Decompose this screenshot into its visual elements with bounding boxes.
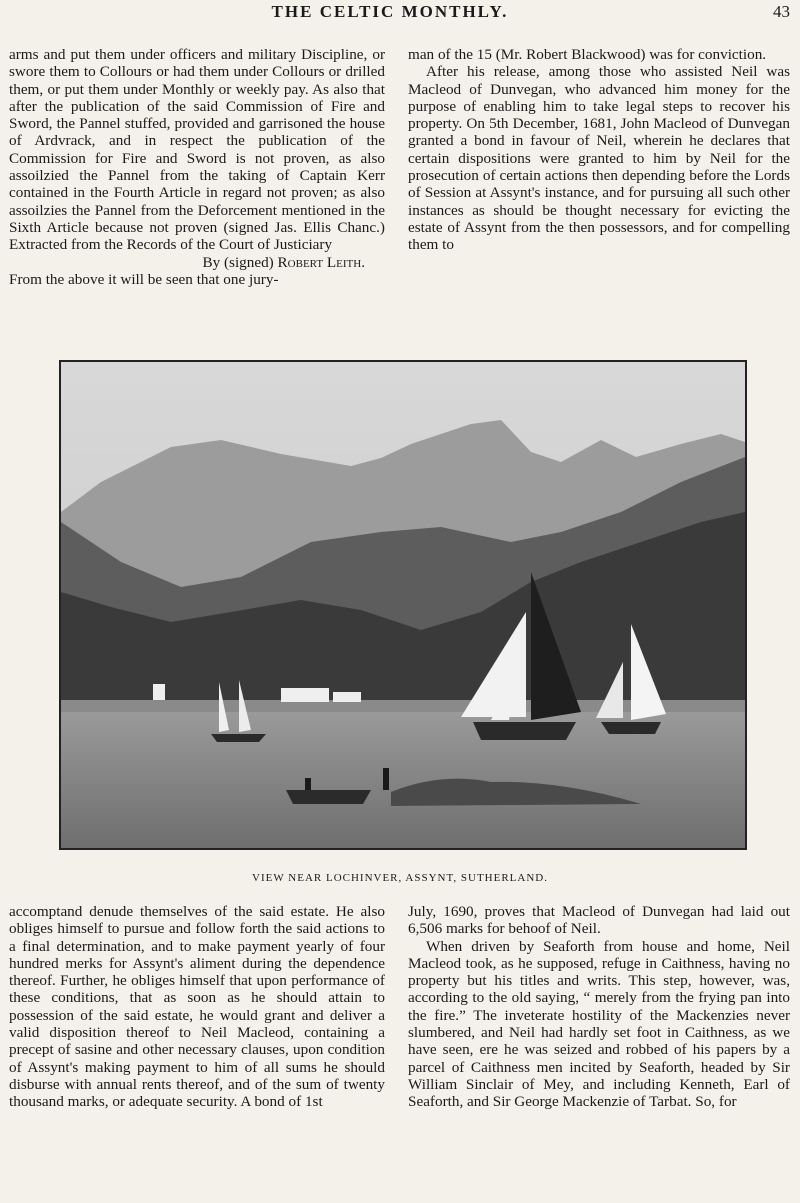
page-header bbox=[0, 2, 800, 24]
paragraph: arms and put them under officers and military Discipline, or swore them to Collours or had them under Collours or drilled them, or put them under Monthly or weekly pay. As also that after the publication of the said Commission of Fire and Sword, the Pannel stuffed, provided and garrisoned the house of Ardvrack, and in respect the publication of the Commission for Fire and Sword is not proven, as also assoilzied the Pannel from the taking of Captain Kerr contained in the Fourth Article in regard not proven; as also assoilzies the Pannel from the Deforcement mentioned in the Sixth Article because not proven (signed Jas. Ellis Chanc.) Extracted from the Records of the Court of Justiciary bbox=[9, 46, 385, 254]
page-number: 43 bbox=[773, 2, 790, 21]
illustration-caption: VIEW NEAR LOCHINVER, ASSYNT, SUTHERLAND. bbox=[252, 872, 548, 884]
illustration-lochinver bbox=[59, 360, 747, 850]
running-title: THE CELTIC MONTHLY. bbox=[271, 2, 509, 21]
paragraph: man of the 15 (Mr. Robert Blackwood) was for conviction. bbox=[408, 46, 767, 63]
signature-line bbox=[9, 254, 385, 271]
column-top-right bbox=[408, 46, 790, 254]
paragraph: When driven by Seaforth from house and home, Neil Macleod took, as he supposed, refuge in Caithness, having no property but his titles and writs. This step, however, was, according to the old saying, “ merely from the frying pan into the fire.” The inveterate hostility of the Mackenzies never slumbered, and Neil had hardly set foot in Caithness, as we have seen, ere he was seized and robbed of his papers by a parcel of Caithness men incited by Seaforth, headed by Sir William Sinclair of Mey, and including Kenneth, Earl of Seaforth, and Sir George Mackenzie of Tarbat. So, for bbox=[408, 937, 790, 1111]
column-bottom-left bbox=[9, 903, 385, 1111]
paragraph: July, 1690, proves that Macleod of Dunvegan had laid out 6,506 marks for behoof of Neil. bbox=[408, 903, 790, 938]
landscape-engraving bbox=[61, 362, 745, 848]
signature-name: Robert Leith. bbox=[277, 253, 365, 271]
column-bottom-right bbox=[408, 903, 790, 1111]
signature-prefix: By (signed) bbox=[202, 253, 274, 271]
paragraph: From the above it will be seen that one jury- bbox=[9, 270, 279, 288]
paragraph: accomptand denude themselves of the said estate. He also obliges himself to pursue and follow forth the said actions to a final determination, and to make payment yearly of four hundred merks for Assynt's aliment during the dependence thereof. Further, he obliges himself that upon performance of these conditions, that as soon as he should attain to possession of the said estate, he would grant and deliver a valid disposition thereof to Neil Macleod, containing a precept of sasine and other necessary clauses, upon condition of Assynt's making payment to him of all sums he should disburse with annual rents thereof, and of the sum of twenty thousand marks, or adequate security. A bond of 1st bbox=[9, 903, 385, 1111]
paragraph: After his release, among those who assisted Neil was Macleod of Dunvegan, who advanced him money for the purpose of enabling him to take legal steps to recover his property. On 5th December, 1681, John Macleod of Dunvegan granted a bond in favour of Neil, wherein he declares that certain dispositions were granted to him by Neil for the prosecution of certain actions then depending before the Lords of Session at Assynt's instance, and for pursuing all such other instances as should be thought necessary for evicting the estate of Assynt from the then possessors, and for compelling them to bbox=[408, 63, 790, 254]
column-top-left bbox=[9, 46, 385, 288]
